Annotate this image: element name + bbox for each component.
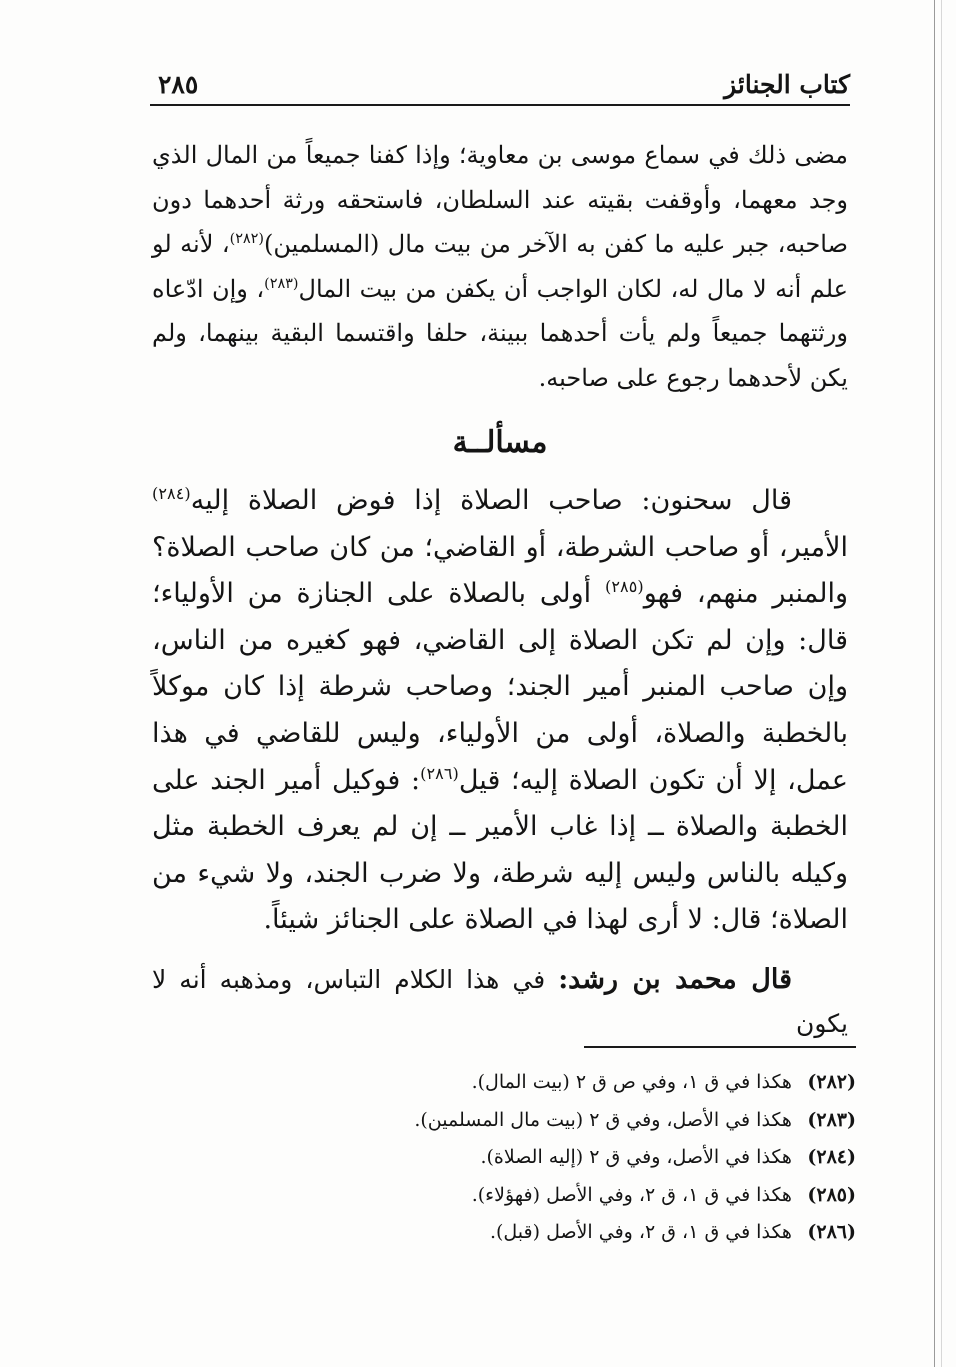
footnote-number: (٢٨٥) (807, 1183, 856, 1206)
footnotes-list (200, 1064, 856, 1252)
footnote-item (200, 1139, 856, 1177)
page-number: ٢٨٥ (158, 70, 199, 99)
scan-edge-line (934, 0, 935, 1367)
footnote-ref-282: (٢٨٢) (229, 231, 265, 247)
footnote-separator (584, 1046, 856, 1048)
paragraph-2 (152, 478, 848, 944)
footnote-text: هكذا في الأصل، وفي ق ٢ (بيت مال المسلمين). (414, 1108, 792, 1131)
footnote-item (200, 1177, 856, 1215)
header-rule (150, 104, 850, 106)
footnote-text: هكذا في ق ١، ق ٢، وفي الأصل (فهؤلاء). (471, 1183, 792, 1206)
footnote-ref-286: (٢٨٦) (420, 763, 459, 783)
running-header (150, 62, 850, 102)
footnote-item (200, 1102, 856, 1140)
footnote-number: (٢٨٦) (807, 1221, 856, 1243)
paragraph-1-text-b: ، لأنه لو علم أنه لا مال له، لكان الواجب أن يكفن من بيت المال (152, 230, 848, 303)
footnote-ref-285: (٢٨٥) (604, 577, 644, 597)
paragraph-1 (152, 133, 848, 400)
footnote-number: (٢٨٢) (807, 1071, 856, 1093)
footnote-item (200, 1214, 856, 1252)
footnote-text: هكذا في ق ١، وفي ص ق ٢ (بيت المال). (471, 1071, 792, 1093)
footnote-item (200, 1064, 856, 1102)
book-title: كتاب الجنائز (724, 70, 850, 99)
paragraph-2-text-a: قال سحنون: صاحب الصلاة إذا فوض الصلاة إليه (190, 485, 792, 516)
footnote-text: هكذا في ق ١، ق ٢، وفي الأصل (قبل). (489, 1221, 792, 1243)
footnote-number: (٢٨٤) (807, 1146, 856, 1168)
speaker-name: قال محمد بن رشد: (558, 964, 792, 995)
paragraph-1-text-c: ، وإن ادّعاه ورثتهما جميعاً ولم يأت أحدهما ببينة، حلفا واقتسما البقية بينهما، ولم يكن لأحدهما رجوع على صاحبه. (152, 274, 848, 392)
paragraph-3-text: في هذا الكلام التباس، ومذهبه أنه لا يكون (152, 965, 848, 1038)
paragraph-1-text-a: مضى ذلك في سماع موسى بن معاوية؛ وإذا كفنا جميعاً من المال الذي وجد معهما، وأوقفت بقيته عند السلطان، فاستحقه ورثة أحدهما دون صاحبه، جبر عليه ما كفن به الآخر من بيت مال (المسلمين) (152, 141, 848, 258)
section-heading: مسألــة (452, 425, 548, 460)
scan-edge-shadow (941, 0, 942, 1367)
footnote-text: هكذا في الأصل، وفي ق ٢ (إليه الصلاة). (480, 1146, 792, 1168)
paragraph-2-text-d: : فوكيل أمير الجند على الخطبة والصلاة ــ إذا غاب الأمير ــ إن لم يعرف الخطبة مثل وكيله بالناس وليس إليه شرطة، ولا ضرب الجند، ولا شيء من الصلاة؛ قال: لا أرى لهذا في الصلاة على الجنائز شيئاً. (152, 764, 848, 936)
paragraph-2-text-b: الأمير، أو صاحب الشرطة، أو القاضي؛ من كان صاحب الصلاة؟ والمنبر منهم، فهو (152, 531, 848, 610)
footnote-number: (٢٨٣) (807, 1108, 856, 1131)
paragraph-3 (152, 958, 848, 1046)
footnote-ref-284: (٢٨٤) (152, 484, 191, 503)
paragraph-2-text-c: أولى بالصلاة على الجنازة من الأولياء؛ قال: وإن لم تكن الصلاة إلى القاضي، فهو كغيره من الناس، وإن صاحب المنبر أمير الجند؛ وصاحب شرطة إذا كان موكلاً بالخطبة والصلاة، أولى من الأولياء، وليس للقاضي في هذا عمل، إلا أن تكون الصلاة إليه؛ قيل (152, 578, 848, 796)
footnote-ref-283: (٢٨٣) (264, 275, 299, 292)
